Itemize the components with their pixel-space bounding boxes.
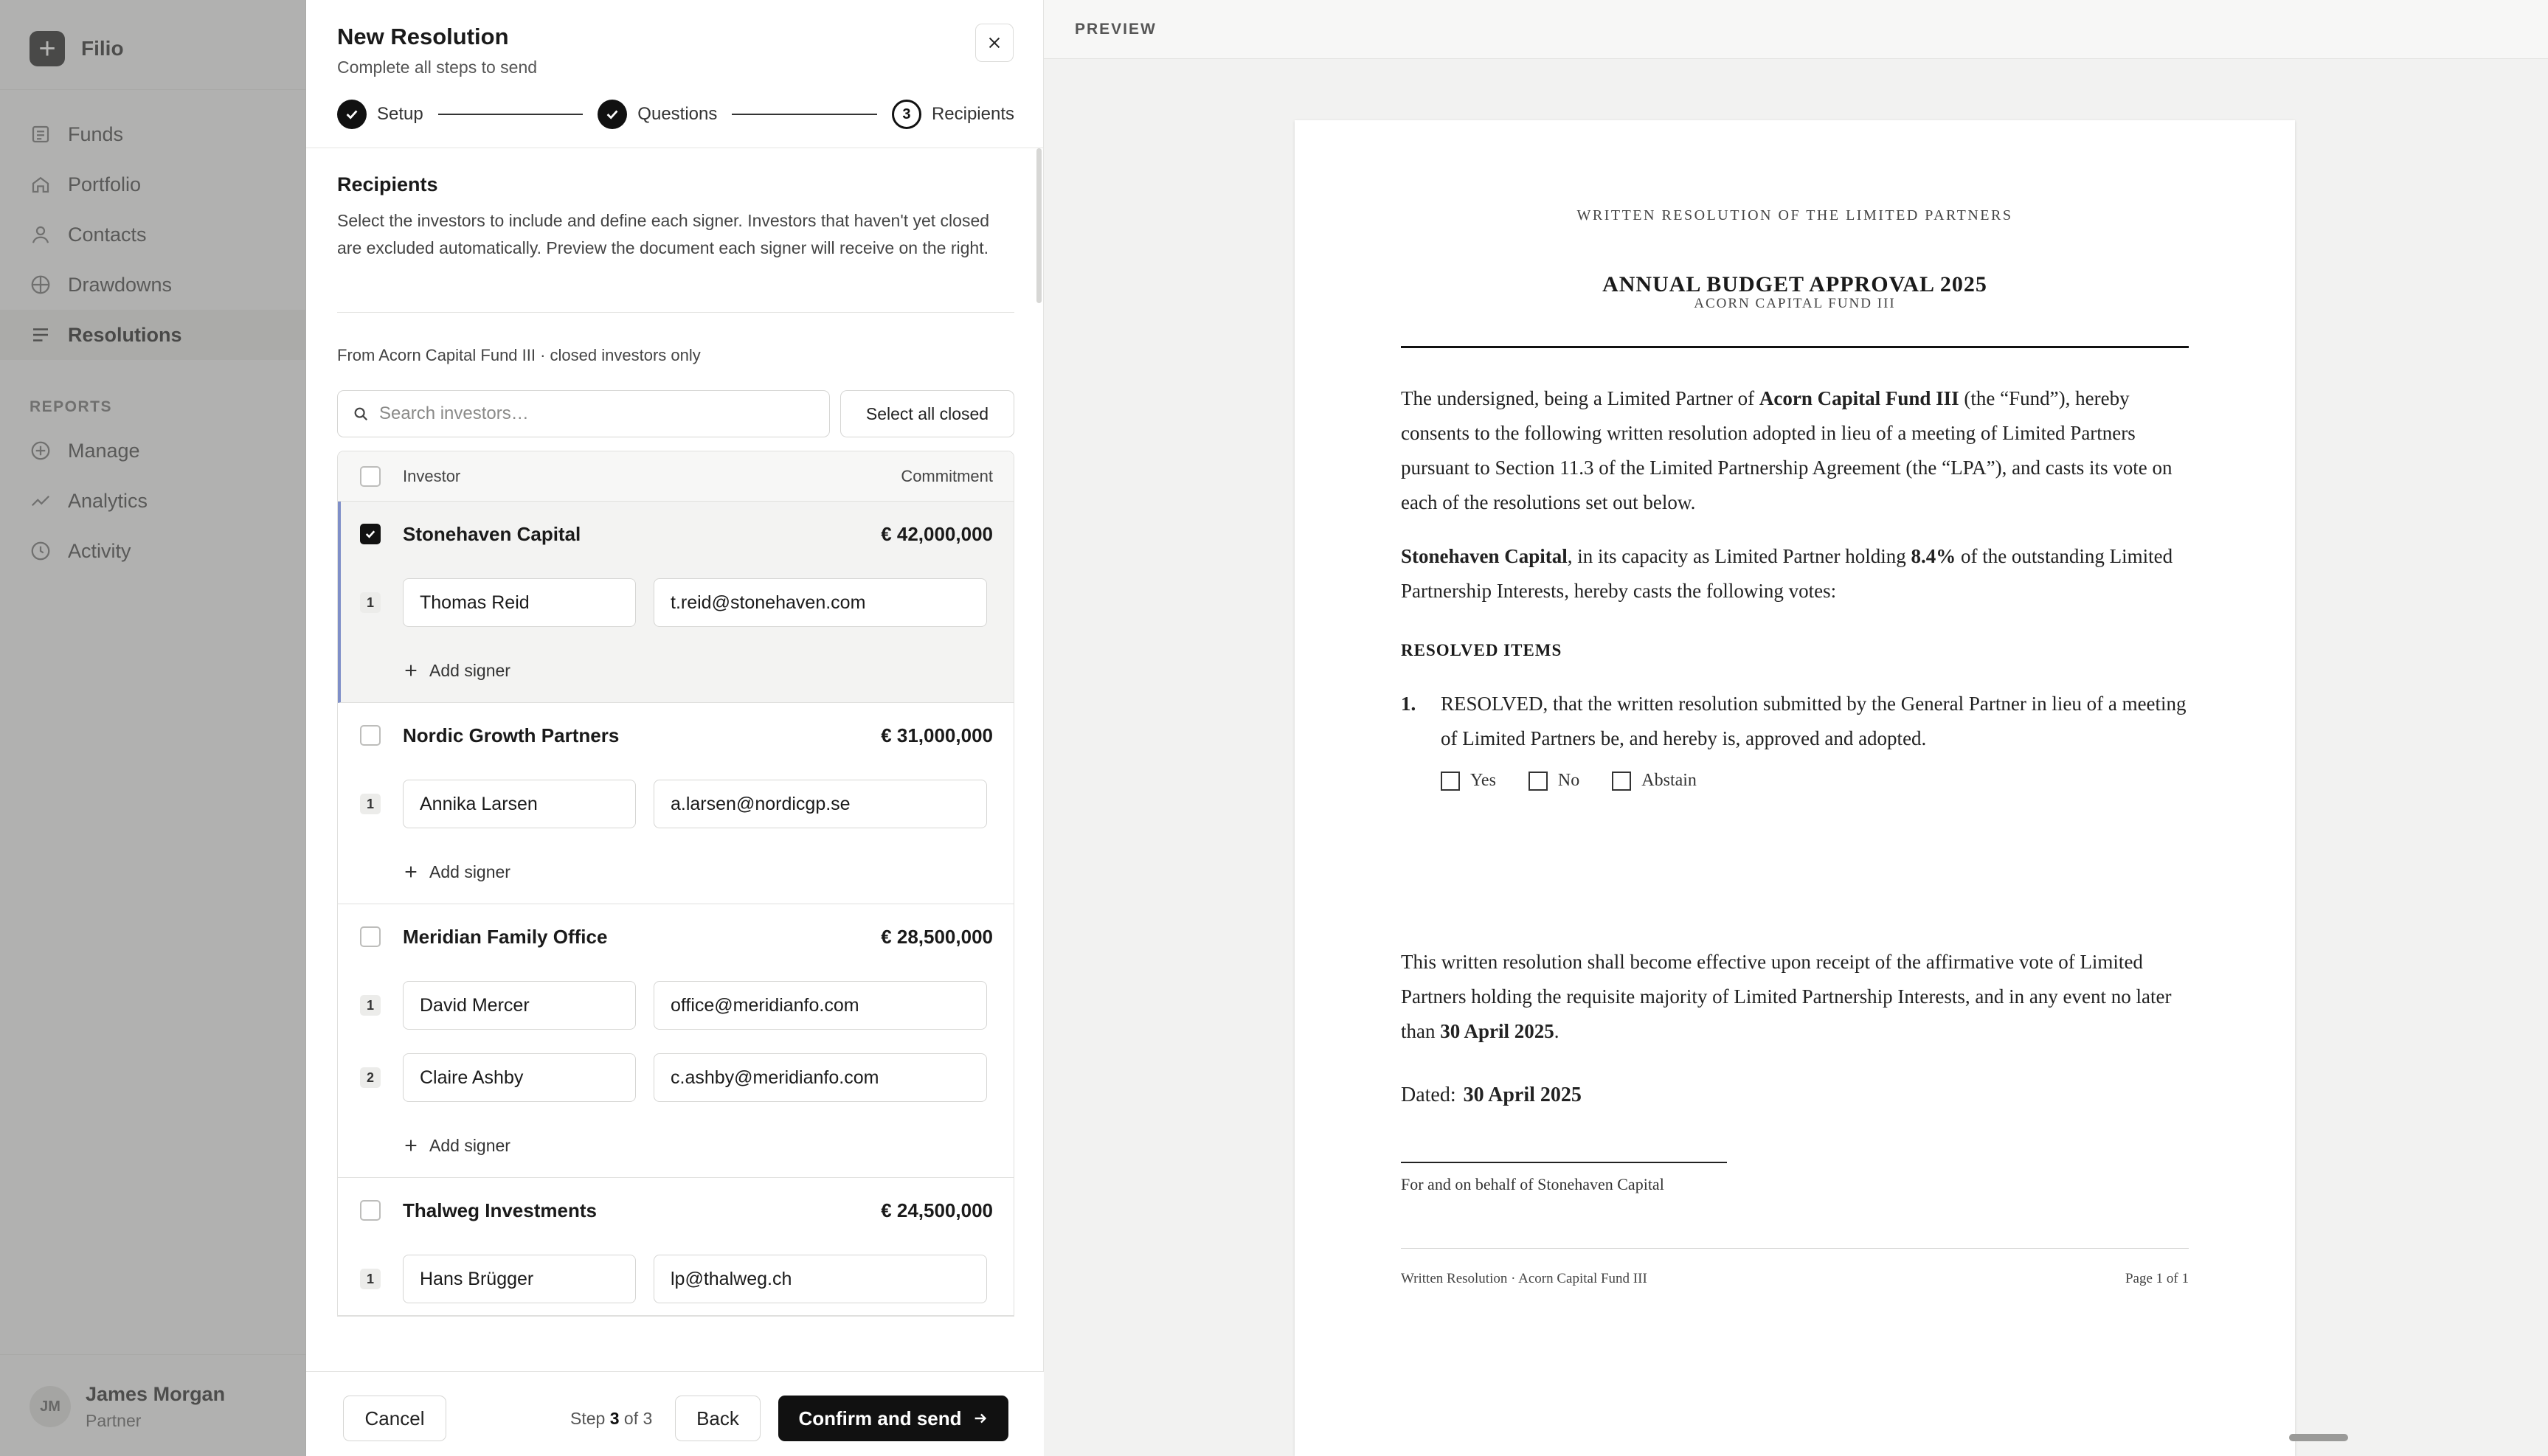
- signer-row: [338, 969, 1014, 1041]
- preview-label: PREVIEW: [1075, 21, 1157, 38]
- signer-email-field[interactable]: [654, 1255, 987, 1303]
- step-recipients[interactable]: [892, 100, 1014, 129]
- fund-source-label: From Acorn Capital Fund III · closed investors only: [337, 346, 701, 364]
- doc-fund-name: Acorn Capital Fund III: [1759, 387, 1959, 409]
- step-questions[interactable]: [598, 100, 717, 129]
- signer-email-field[interactable]: [654, 780, 987, 828]
- cancel-button[interactable]: Cancel: [343, 1396, 446, 1441]
- add-signer-label: Add signer: [429, 660, 510, 680]
- doc-resolved-heading: RESOLVED ITEMS: [1401, 641, 1562, 659]
- investor-checkbox[interactable]: [360, 926, 381, 947]
- doc-paragraph-holding: [1401, 539, 2189, 609]
- doc-page-number: Page 1 of 1: [2125, 1271, 2189, 1286]
- doc-signature-line: [1401, 1162, 1727, 1163]
- investor-commitment: € 24,500,000: [881, 1199, 993, 1221]
- doc-footer-left: Written Resolution · Acorn Capital Fund III: [1401, 1271, 1647, 1286]
- doc-text: , in its capacity as Limited Partner holding: [1567, 545, 1911, 567]
- signer-name-field[interactable]: [403, 1053, 636, 1102]
- step-setup[interactable]: [337, 100, 423, 129]
- signer-name-field[interactable]: [403, 578, 636, 627]
- add-signer-button[interactable]: [338, 1114, 1014, 1177]
- plus-icon: [403, 662, 419, 679]
- signer-number: 2: [360, 1067, 381, 1088]
- add-signer-button[interactable]: [338, 840, 1014, 904]
- step-label: Recipients: [931, 104, 1014, 124]
- check-icon: [598, 100, 627, 129]
- investor-checkbox[interactable]: [360, 524, 381, 544]
- table-header: [338, 451, 1014, 502]
- checkbox-icon: [1612, 772, 1631, 791]
- doc-footer-rule: [1401, 1248, 2189, 1249]
- investor-checkbox[interactable]: [360, 1200, 381, 1221]
- step-prefix: Step: [570, 1409, 606, 1428]
- step-number: 3: [892, 100, 921, 129]
- investor-commitment: € 28,500,000: [881, 925, 993, 948]
- step-suffix: of 3: [623, 1409, 653, 1428]
- signer-number: 1: [360, 1269, 381, 1289]
- doc-signature-caption: For and on behalf of Stonehaven Capital: [1401, 1175, 1664, 1193]
- doc-paragraph-consent: [1401, 381, 2189, 520]
- preview-header: [1044, 0, 2548, 59]
- section-title: Recipients: [337, 173, 438, 195]
- confirm-label: Confirm and send: [798, 1407, 962, 1429]
- signer-row: [338, 768, 1014, 840]
- investor-name: Nordic Growth Partners: [403, 724, 620, 746]
- checkbox-icon: [1529, 772, 1548, 791]
- signer-number: 1: [360, 592, 381, 613]
- investor-name: Stonehaven Capital: [403, 522, 581, 545]
- check-icon: [364, 527, 377, 541]
- investor-checkbox[interactable]: [360, 725, 381, 746]
- column-header-commitment: Commitment: [901, 466, 993, 485]
- doc-holding-pct: 8.4%: [1911, 545, 1956, 567]
- signer-row: [341, 566, 1014, 639]
- investor-commitment: € 31,000,000: [881, 724, 993, 746]
- modal-title: New Resolution: [337, 24, 509, 49]
- investor-table: [337, 451, 1014, 1317]
- add-signer-button[interactable]: [341, 639, 1014, 702]
- step-connector: [438, 114, 584, 115]
- signer-name-field[interactable]: [403, 1255, 636, 1303]
- modal-subtitle: Complete all steps to send: [337, 58, 538, 77]
- step-indicator: [570, 1409, 652, 1429]
- doc-investor-name: Stonehaven Capital: [1401, 545, 1568, 567]
- preview-pane[interactable]: [1044, 0, 2548, 1456]
- add-signer-label: Add signer: [429, 862, 510, 881]
- doc-resolution-item: [1401, 687, 2189, 756]
- plus-icon: [403, 1137, 419, 1154]
- checkbox-icon: [1441, 772, 1460, 791]
- select-all-checkbox[interactable]: [360, 466, 381, 487]
- signer-name-field[interactable]: [403, 981, 636, 1030]
- arrow-right-icon: [972, 1410, 989, 1426]
- step-label: Setup: [377, 104, 423, 124]
- signer-email-field[interactable]: [654, 1053, 987, 1102]
- signer-email-field[interactable]: [654, 578, 987, 627]
- confirm-and-send-button[interactable]: [778, 1396, 1008, 1441]
- vote-option-yes: [1441, 771, 1496, 791]
- doc-subtitle: ACORN CAPITAL FUND III: [1694, 296, 1896, 311]
- step-current: 3: [609, 1409, 620, 1428]
- investor-row-header[interactable]: [338, 1178, 1014, 1243]
- doc-effective-date: 30 April 2025: [1440, 1020, 1554, 1042]
- doc-dated-value: 30 April 2025: [1463, 1084, 1582, 1106]
- investor-row-header[interactable]: [338, 904, 1014, 969]
- doc-item-text: RESOLVED, that the written resolution submitted by the General Partner in lieu of a meeting of Limited Partners be, and hereby is, approved and adopted.: [1441, 693, 2187, 749]
- section-divider: [337, 312, 1014, 313]
- investor-row: [338, 703, 1014, 904]
- doc-title-rule: [1401, 346, 2189, 348]
- signer-number: 1: [360, 794, 381, 814]
- vote-option-abstain: [1612, 771, 1697, 791]
- back-button[interactable]: Back: [675, 1396, 761, 1441]
- step-label: Questions: [637, 104, 718, 124]
- modal-scroll-area[interactable]: [306, 148, 1044, 1371]
- doc-title: ANNUAL BUDGET APPROVAL 2025: [1602, 272, 1987, 297]
- close-button[interactable]: [975, 24, 1014, 62]
- doc-vote-options: [1441, 771, 1697, 791]
- investor-row-header[interactable]: [338, 703, 1014, 768]
- investor-name: Meridian Family Office: [403, 925, 608, 948]
- doc-text: of the outstanding Limited Partnership Interests, hereby casts the following votes:: [1401, 545, 2173, 602]
- stepper: [337, 99, 1014, 130]
- investor-row: [338, 904, 1014, 1178]
- investor-commitment: € 42,000,000: [881, 522, 993, 545]
- new-resolution-modal: [306, 0, 1044, 1456]
- doc-overline: WRITTEN RESOLUTION OF THE LIMITED PARTNERS: [1576, 207, 2013, 223]
- signer-row: [338, 1243, 1014, 1315]
- vote-option-no: [1529, 771, 1579, 791]
- doc-text: (the “Fund”), hereby consents to the following written resolution adopted in lieu of a meeting of Limited Partners pursuant to Section 11.3 of the Limited Partnership Agreement (the “LPA”), and casts its vote on each of the resolutions set out below.: [1401, 387, 2173, 513]
- signer-email-field[interactable]: [654, 981, 987, 1030]
- scrollbar[interactable]: [1036, 148, 1042, 303]
- search-box[interactable]: [337, 390, 830, 437]
- investor-row: [338, 502, 1014, 703]
- resize-handle[interactable]: [2289, 1434, 2348, 1441]
- signer-row: [338, 1041, 1014, 1114]
- step-connector: [732, 114, 877, 115]
- signer-number: 1: [360, 995, 381, 1016]
- doc-text: .: [1554, 1020, 1559, 1042]
- search-input[interactable]: [379, 403, 822, 424]
- vote-label: Yes: [1470, 771, 1496, 790]
- check-icon: [337, 100, 367, 129]
- doc-text: This written resolution shall become effective upon receipt of the affirmative vote of Limited Partners holding the requisite majority of Limited Partnership Interests, and in any event no later than: [1401, 951, 2172, 1042]
- modal-footer: [306, 1371, 1044, 1456]
- select-all-closed-button[interactable]: Select all closed: [840, 390, 1014, 437]
- signer-name-field[interactable]: [403, 780, 636, 828]
- close-icon: [986, 35, 1003, 51]
- doc-dated-line: [1401, 1084, 1582, 1107]
- search-icon: [353, 406, 369, 422]
- modal-backdrop[interactable]: [0, 0, 306, 1456]
- doc-paragraph-effective: [1401, 945, 2189, 1049]
- doc-item-number: 1.: [1401, 693, 1416, 715]
- vote-label: Abstain: [1641, 771, 1697, 790]
- add-signer-label: Add signer: [429, 1135, 510, 1155]
- document-page: [1295, 120, 2295, 1456]
- doc-dated-label: Dated:: [1401, 1084, 1456, 1106]
- investor-row-header[interactable]: [341, 502, 1014, 566]
- column-header-investor: Investor: [403, 466, 461, 485]
- investor-row: [338, 1178, 1014, 1316]
- vote-label: No: [1557, 771, 1580, 790]
- plus-icon: [403, 864, 419, 880]
- investor-name: Thalweg Investments: [403, 1199, 597, 1221]
- section-description: Select the investors to include and define each signer. Investors that haven't yet closed are excluded automatically. Preview the document each signer will receive on the right.: [337, 211, 990, 257]
- doc-text: The undersigned, being a Limited Partner of: [1401, 387, 1759, 409]
